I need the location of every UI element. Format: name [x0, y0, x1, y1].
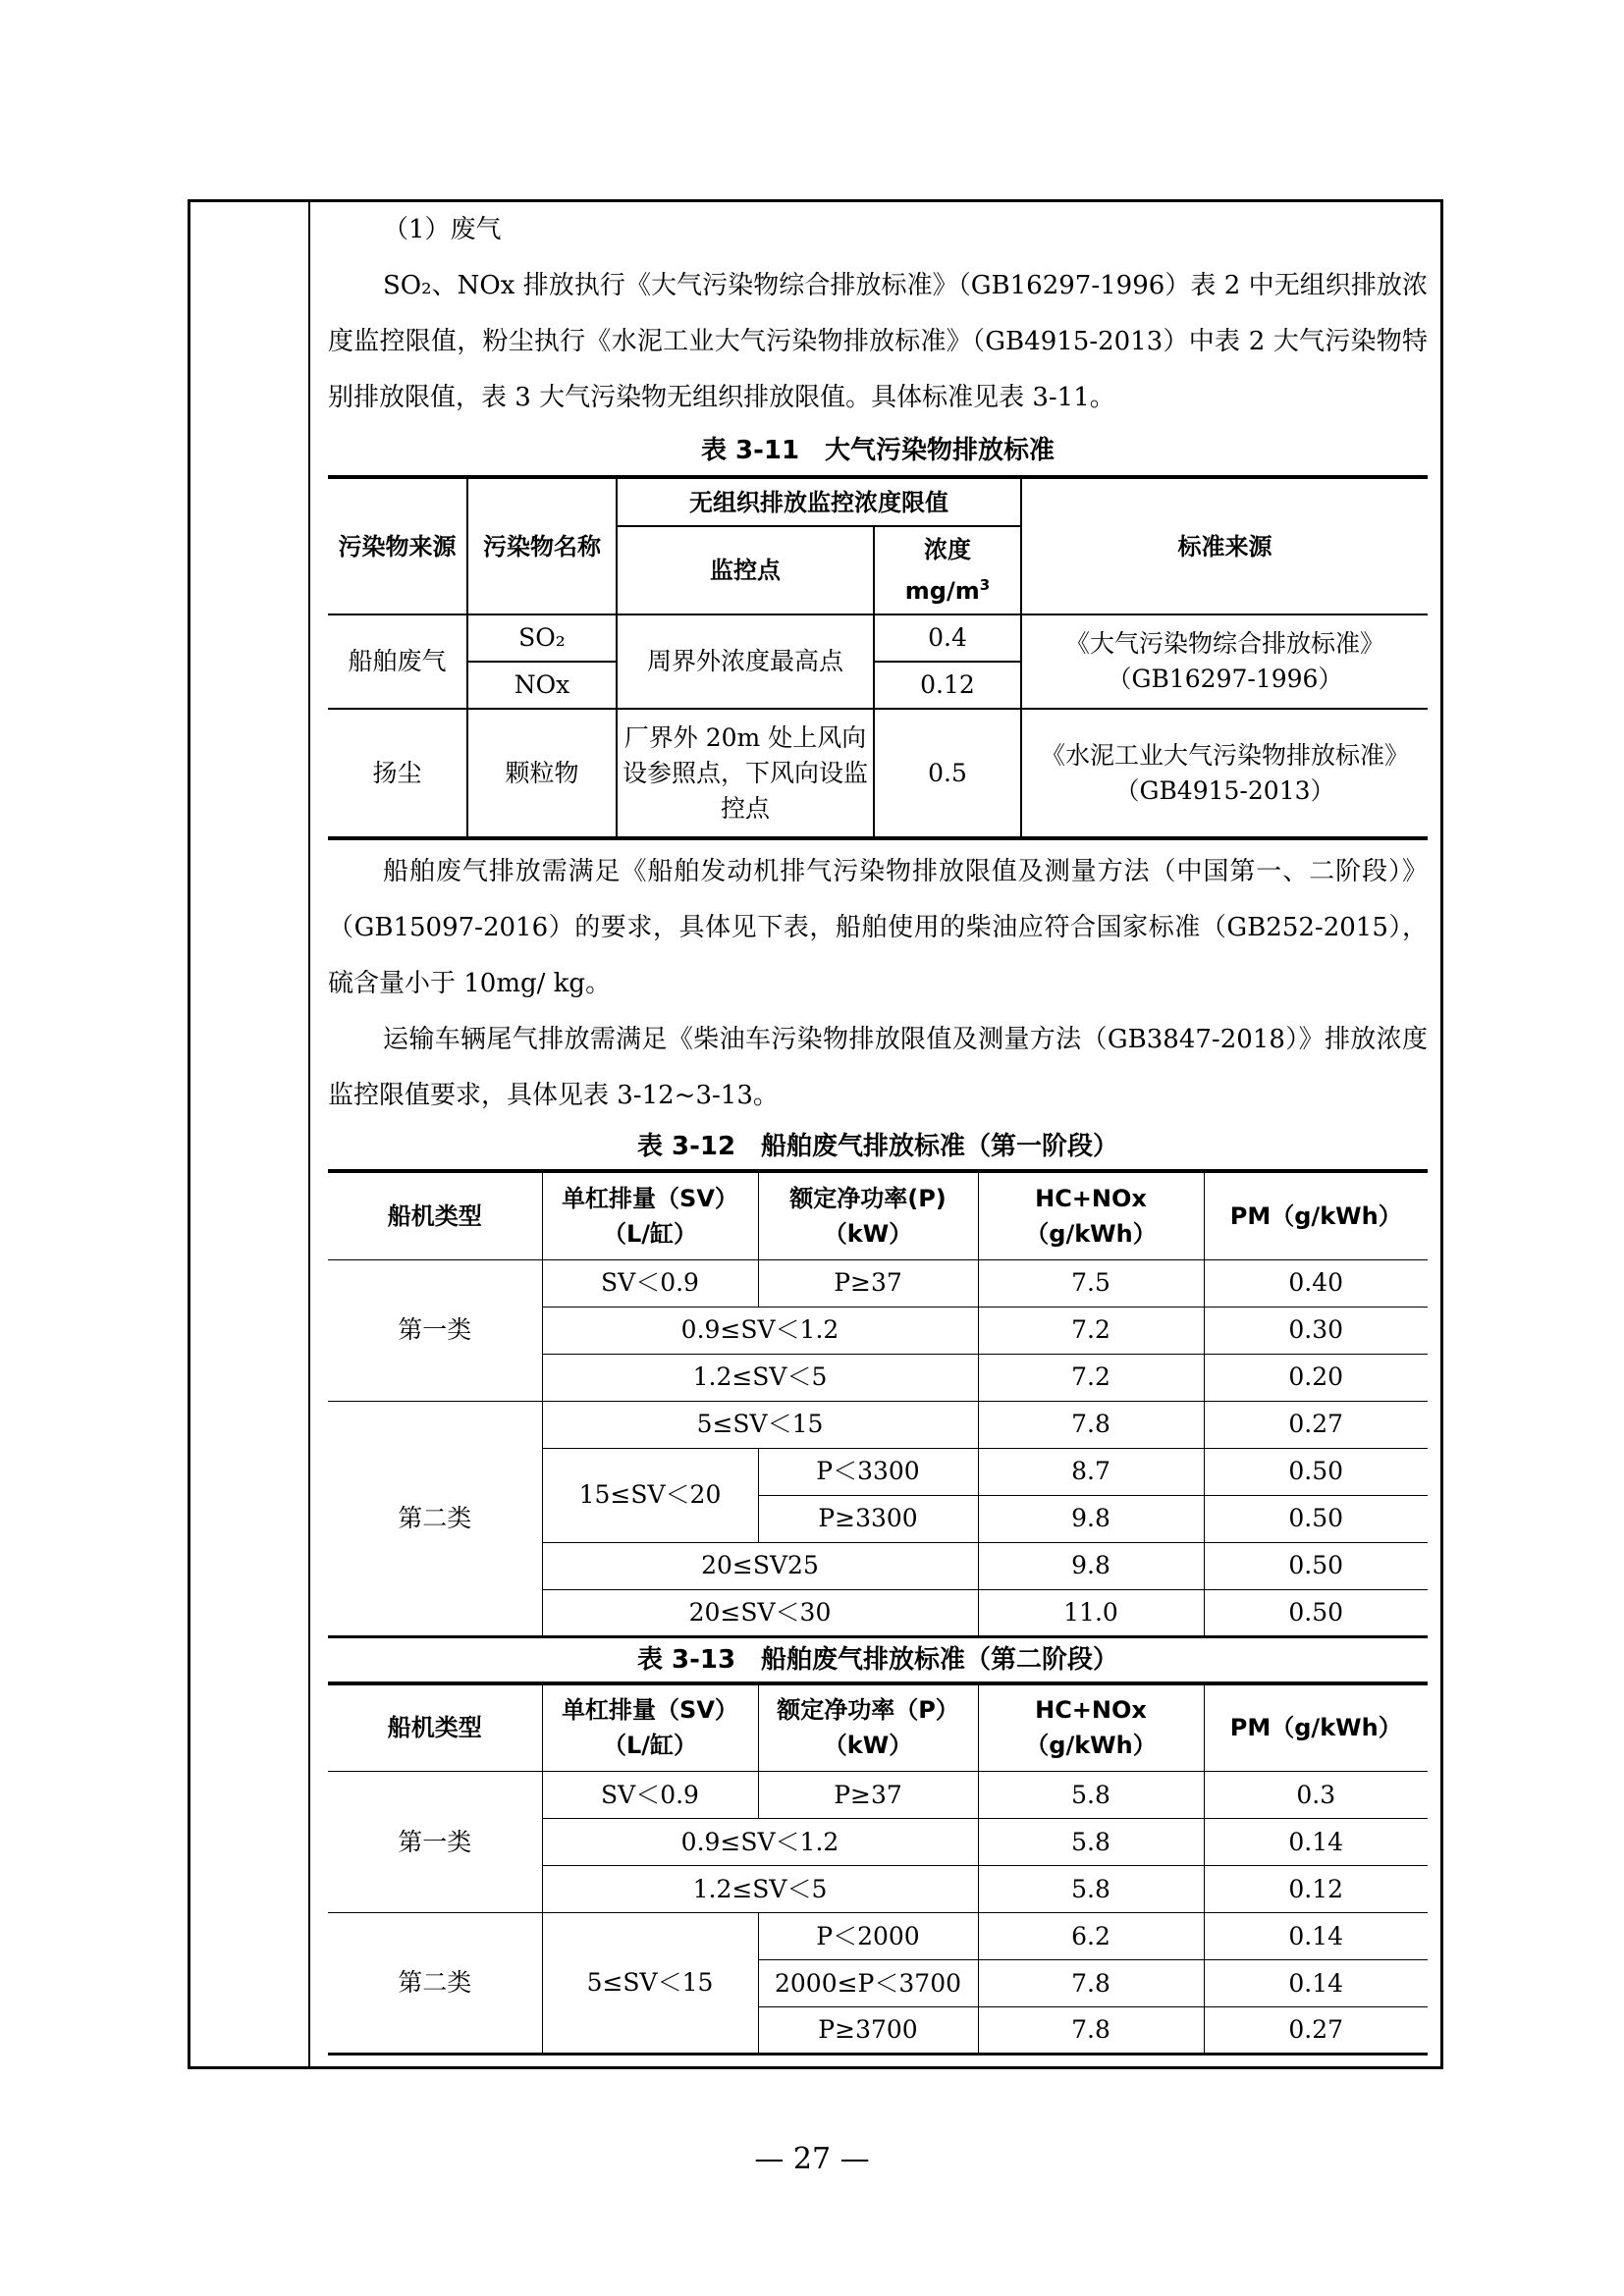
row-sv: SV＜0.9: [542, 1772, 758, 1819]
class-2: 第二类: [328, 1913, 542, 2055]
header-point: 监控点: [617, 526, 874, 614]
row-name: SO₂: [467, 614, 617, 662]
class-1: 第一类: [328, 1772, 542, 1913]
row-p: P＜3300: [758, 1448, 978, 1495]
row-point: 周界外浓度最高点: [617, 614, 874, 709]
row-source: 扬尘: [328, 709, 467, 838]
header-source: 污染物来源: [328, 477, 467, 614]
row-conc: 0.4: [874, 614, 1021, 662]
row-p: P≥37: [758, 1772, 978, 1819]
row-hc: 7.8: [978, 1401, 1204, 1448]
header-pm: PM（g/kWh）: [1204, 1171, 1428, 1259]
content-column: [328, 202, 1428, 2056]
row-hc: 7.8: [978, 1960, 1204, 2007]
row-point: 厂界外 20m 处上风向设参照点，下风向设监控点: [617, 709, 874, 838]
row-standard: 《水泥工业大气污染物排放标准》（GB4915-2013）: [1021, 709, 1428, 838]
header-standard: 标准来源: [1021, 477, 1428, 614]
row-hc: 7.5: [978, 1259, 1204, 1307]
row-pm: 0.50: [1204, 1495, 1428, 1542]
row-pm: 0.14: [1204, 1960, 1428, 2007]
row-hc: 7.2: [978, 1307, 1204, 1354]
row-name: 颗粒物: [467, 709, 617, 838]
row-hc: 11.0: [978, 1589, 1204, 1636]
row-hc: 7.8: [978, 2007, 1204, 2055]
row-sv: SV＜0.9: [542, 1259, 758, 1307]
class-2: 第二类: [328, 1401, 542, 1636]
row-hc: 9.8: [978, 1542, 1204, 1589]
header-conc-unit-sup: 3: [979, 576, 991, 594]
header-p: 额定净功率（P）（kW）: [758, 1683, 978, 1772]
header-conc: [874, 526, 1021, 614]
row-sv: 0.9≤SV＜1.2: [542, 1307, 978, 1354]
page-frame: [188, 199, 1443, 2069]
header-conc-unit: mg/m: [904, 577, 980, 605]
row-sv: 20≤SV25: [542, 1542, 978, 1589]
class-1: 第一类: [328, 1259, 542, 1401]
row-hc: 5.8: [978, 1819, 1204, 1866]
table-311: [328, 475, 1428, 840]
row-pm: 0.12: [1204, 1866, 1428, 1913]
row-p: P≥37: [758, 1259, 978, 1307]
row-standard: 《大气污染物综合排放标准》（GB16297-1996）: [1021, 614, 1428, 709]
table-311-caption: 表 3-11 大气污染物排放标准: [700, 436, 1056, 465]
vehicle-paragraph: 运输车辆尾气排放需满足《柴油车污染物排放限值及测量方法（GB3847-2018）》排放浓度监控限值要求，具体见表 3-12~3-13。: [328, 1025, 1428, 1110]
table-313: [328, 1682, 1428, 2056]
row-hc: 6.2: [978, 1913, 1204, 1960]
row-hc: 5.8: [978, 1866, 1204, 1913]
row-sv: 5≤SV＜15: [542, 1401, 978, 1448]
row-pm: 0.3: [1204, 1772, 1428, 1819]
header-hc: HC+NOx（g/kWh）: [978, 1683, 1204, 1772]
table-313-caption: 表 3-13 船舶废气排放标准（第二阶段）: [636, 1644, 1119, 1675]
row-p: P≥3700: [758, 2007, 978, 2055]
row-p: 2000≤P＜3700: [758, 1960, 978, 2007]
table-312-caption: 表 3-12 船舶废气排放标准（第一阶段）: [636, 1132, 1119, 1161]
row-pm: 0.50: [1204, 1589, 1428, 1636]
row-p: P≥3300: [758, 1495, 978, 1542]
header-name: 污染物名称: [467, 477, 617, 614]
row-pm: 0.50: [1204, 1542, 1428, 1589]
header-conc-label: 浓度: [924, 536, 971, 563]
row-name: NOx: [467, 662, 617, 709]
row-sv: 5≤SV＜15: [542, 1913, 758, 2055]
row-pm: 0.27: [1204, 2007, 1428, 2055]
row-pm: 0.50: [1204, 1448, 1428, 1495]
ship-paragraph: 船舶废气排放需满足《船舶发动机排气污染物排放限值及测量方法（中国第一、二阶段）》（GB15097-2016）的要求，具体见下表，船舶使用的柴油应符合国家标准（GB252-2015），硫含量小于 10mg/ kg。: [328, 857, 1428, 998]
row-conc: 0.5: [874, 709, 1021, 838]
row-hc: 5.8: [978, 1772, 1204, 1819]
row-pm: 0.14: [1204, 1819, 1428, 1866]
header-sv: 单杠排量（SV）（L/缸）: [542, 1683, 758, 1772]
header-type: 船机类型: [328, 1171, 542, 1259]
row-pm: 0.40: [1204, 1259, 1428, 1307]
header-p: 额定净功率(P)（kW）: [758, 1171, 978, 1259]
left-column: [190, 202, 310, 2066]
row-pm: 0.20: [1204, 1354, 1428, 1401]
row-pm: 0.14: [1204, 1913, 1428, 1960]
row-sv: 1.2≤SV＜5: [542, 1354, 978, 1401]
row-sv: 15≤SV＜20: [542, 1448, 758, 1542]
section-heading: （1）废气: [383, 215, 502, 244]
row-sv: 20≤SV＜30: [542, 1589, 978, 1636]
intro-paragraph: SO₂、NOx 排放执行《大气污染物综合排放标准》（GB16297-1996）表 2 中无组织排放浓度监控限值，粉尘执行《水泥工业大气污染物排放标准》（GB4915-2013）中表 2 大气污染物特别排放限值，表 3 大气污染物无组织排放限值。具体标准见表 3-11。: [328, 271, 1428, 412]
table-312: [328, 1169, 1428, 1638]
header-sv: 单杠排量（SV）（L/缸）: [542, 1171, 758, 1259]
row-pm: 0.27: [1204, 1401, 1428, 1448]
row-hc: 7.2: [978, 1354, 1204, 1401]
header-limit-group: 无组织排放监控浓度限值: [617, 477, 1021, 526]
row-sv: 1.2≤SV＜5: [542, 1866, 978, 1913]
header-hc: HC+NOx（g/kWh）: [978, 1171, 1204, 1259]
row-conc: 0.12: [874, 662, 1021, 709]
header-type: 船机类型: [328, 1683, 542, 1772]
row-p: P＜2000: [758, 1913, 978, 1960]
row-hc: 9.8: [978, 1495, 1204, 1542]
header-pm: PM（g/kWh）: [1204, 1683, 1428, 1772]
row-pm: 0.30: [1204, 1307, 1428, 1354]
row-hc: 8.7: [978, 1448, 1204, 1495]
row-source: 船舶废气: [328, 614, 467, 709]
row-sv: 0.9≤SV＜1.2: [542, 1819, 978, 1866]
page-number: — 27 —: [754, 2142, 870, 2176]
